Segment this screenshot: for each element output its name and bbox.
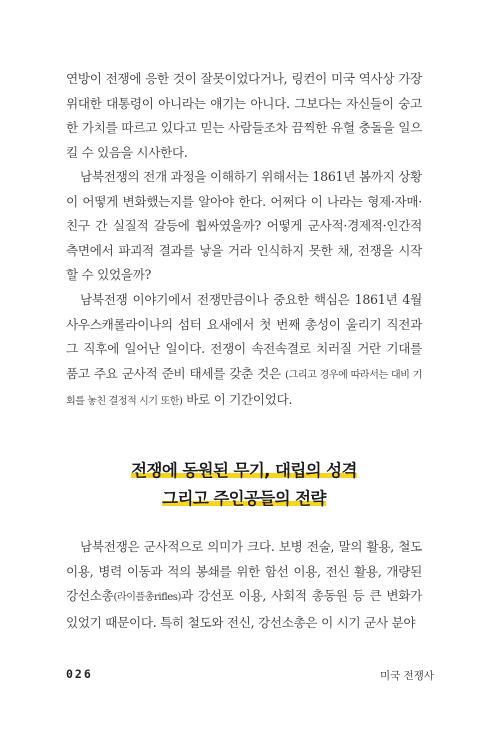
paragraph-1 (66, 67, 422, 165)
section-heading-line-1-text: 전쟁에 동원된 무기, 대립의 성격 (131, 461, 357, 480)
paragraph-3-ending: 바로 이 기간이었다. (182, 392, 293, 408)
running-title: 미국 전쟁사 (379, 670, 434, 682)
paragraph-3-aside: (그리고 경우에 따라서는 대비 기회를 놓친 결정적 시기 또한) (66, 369, 422, 408)
section-paragraph (66, 535, 422, 635)
paragraph-1-text: 연방이 전쟁에 응한 것이 잘못이었다거나, 링컨이 미국 역사상 가장 위대한 대통령이 아니라는 얘기는 아니다. 그보다는 자신들이 숭고한 가치를 따르고 있다고 믿는 사람들조차 끔찍한 유혈 충돌을 일으킬 수 있음을 시사한다. (66, 71, 422, 160)
section-heading-line-2-text: 그리고 주인공들의 전략 (162, 489, 326, 508)
page-number: 026 (66, 667, 93, 681)
paragraph-2 (66, 165, 422, 288)
section-paragraph-aside: (라이플총rifles) (113, 592, 182, 604)
paragraph-2-text: 남북전쟁의 전개 과정을 이해하기 위해서는 1861년 봄까지 상황이 어떻게 변화했는지를 알아야 한다. 어쩌다 이 나라는 형제·자매·친구 간 실질적 갈등에 휩싸였을까? 어떻게 군사적·경제적·인간적 측면에서 파괴적 결과를 낳을 거라 인식하지 못한 채, 전쟁을 시작할 수 있었을까? (66, 169, 422, 283)
section-heading-line-1 (66, 457, 422, 485)
paragraph-3 (66, 288, 422, 415)
paragraph-3-text: 남북전쟁 이야기에서 전쟁만큼이나 중요한 핵심은 1861년 4월 사우스캐롤라이나의 섬터 요새에서 첫 번째 총성이 울리기 직전과 그 직후에 일어난 일이다. 전쟁이 속전속결로 치러질 거란 기대를 품고 주요 군사적 준비 태세를 갖춘 것은 (66, 292, 422, 381)
section-paragraph-ending: 과 강선포 이용, 사회적 총동원 등 큰 변화가 있었기 때문이다. 특히 철도와 전신, 강선소총은 이 시기 군사 분야 (66, 588, 422, 630)
section-heading (66, 457, 422, 513)
section-paragraph-text: 남북전쟁은 군사적으로 의미가 크다. 보병 전술, 말의 활용, 철도 이용, 병력 이동과 적의 봉쇄를 위한 함선 이용, 전신 활용, 개량된 강선소총 (66, 539, 422, 604)
section-heading-line-2 (66, 485, 422, 513)
